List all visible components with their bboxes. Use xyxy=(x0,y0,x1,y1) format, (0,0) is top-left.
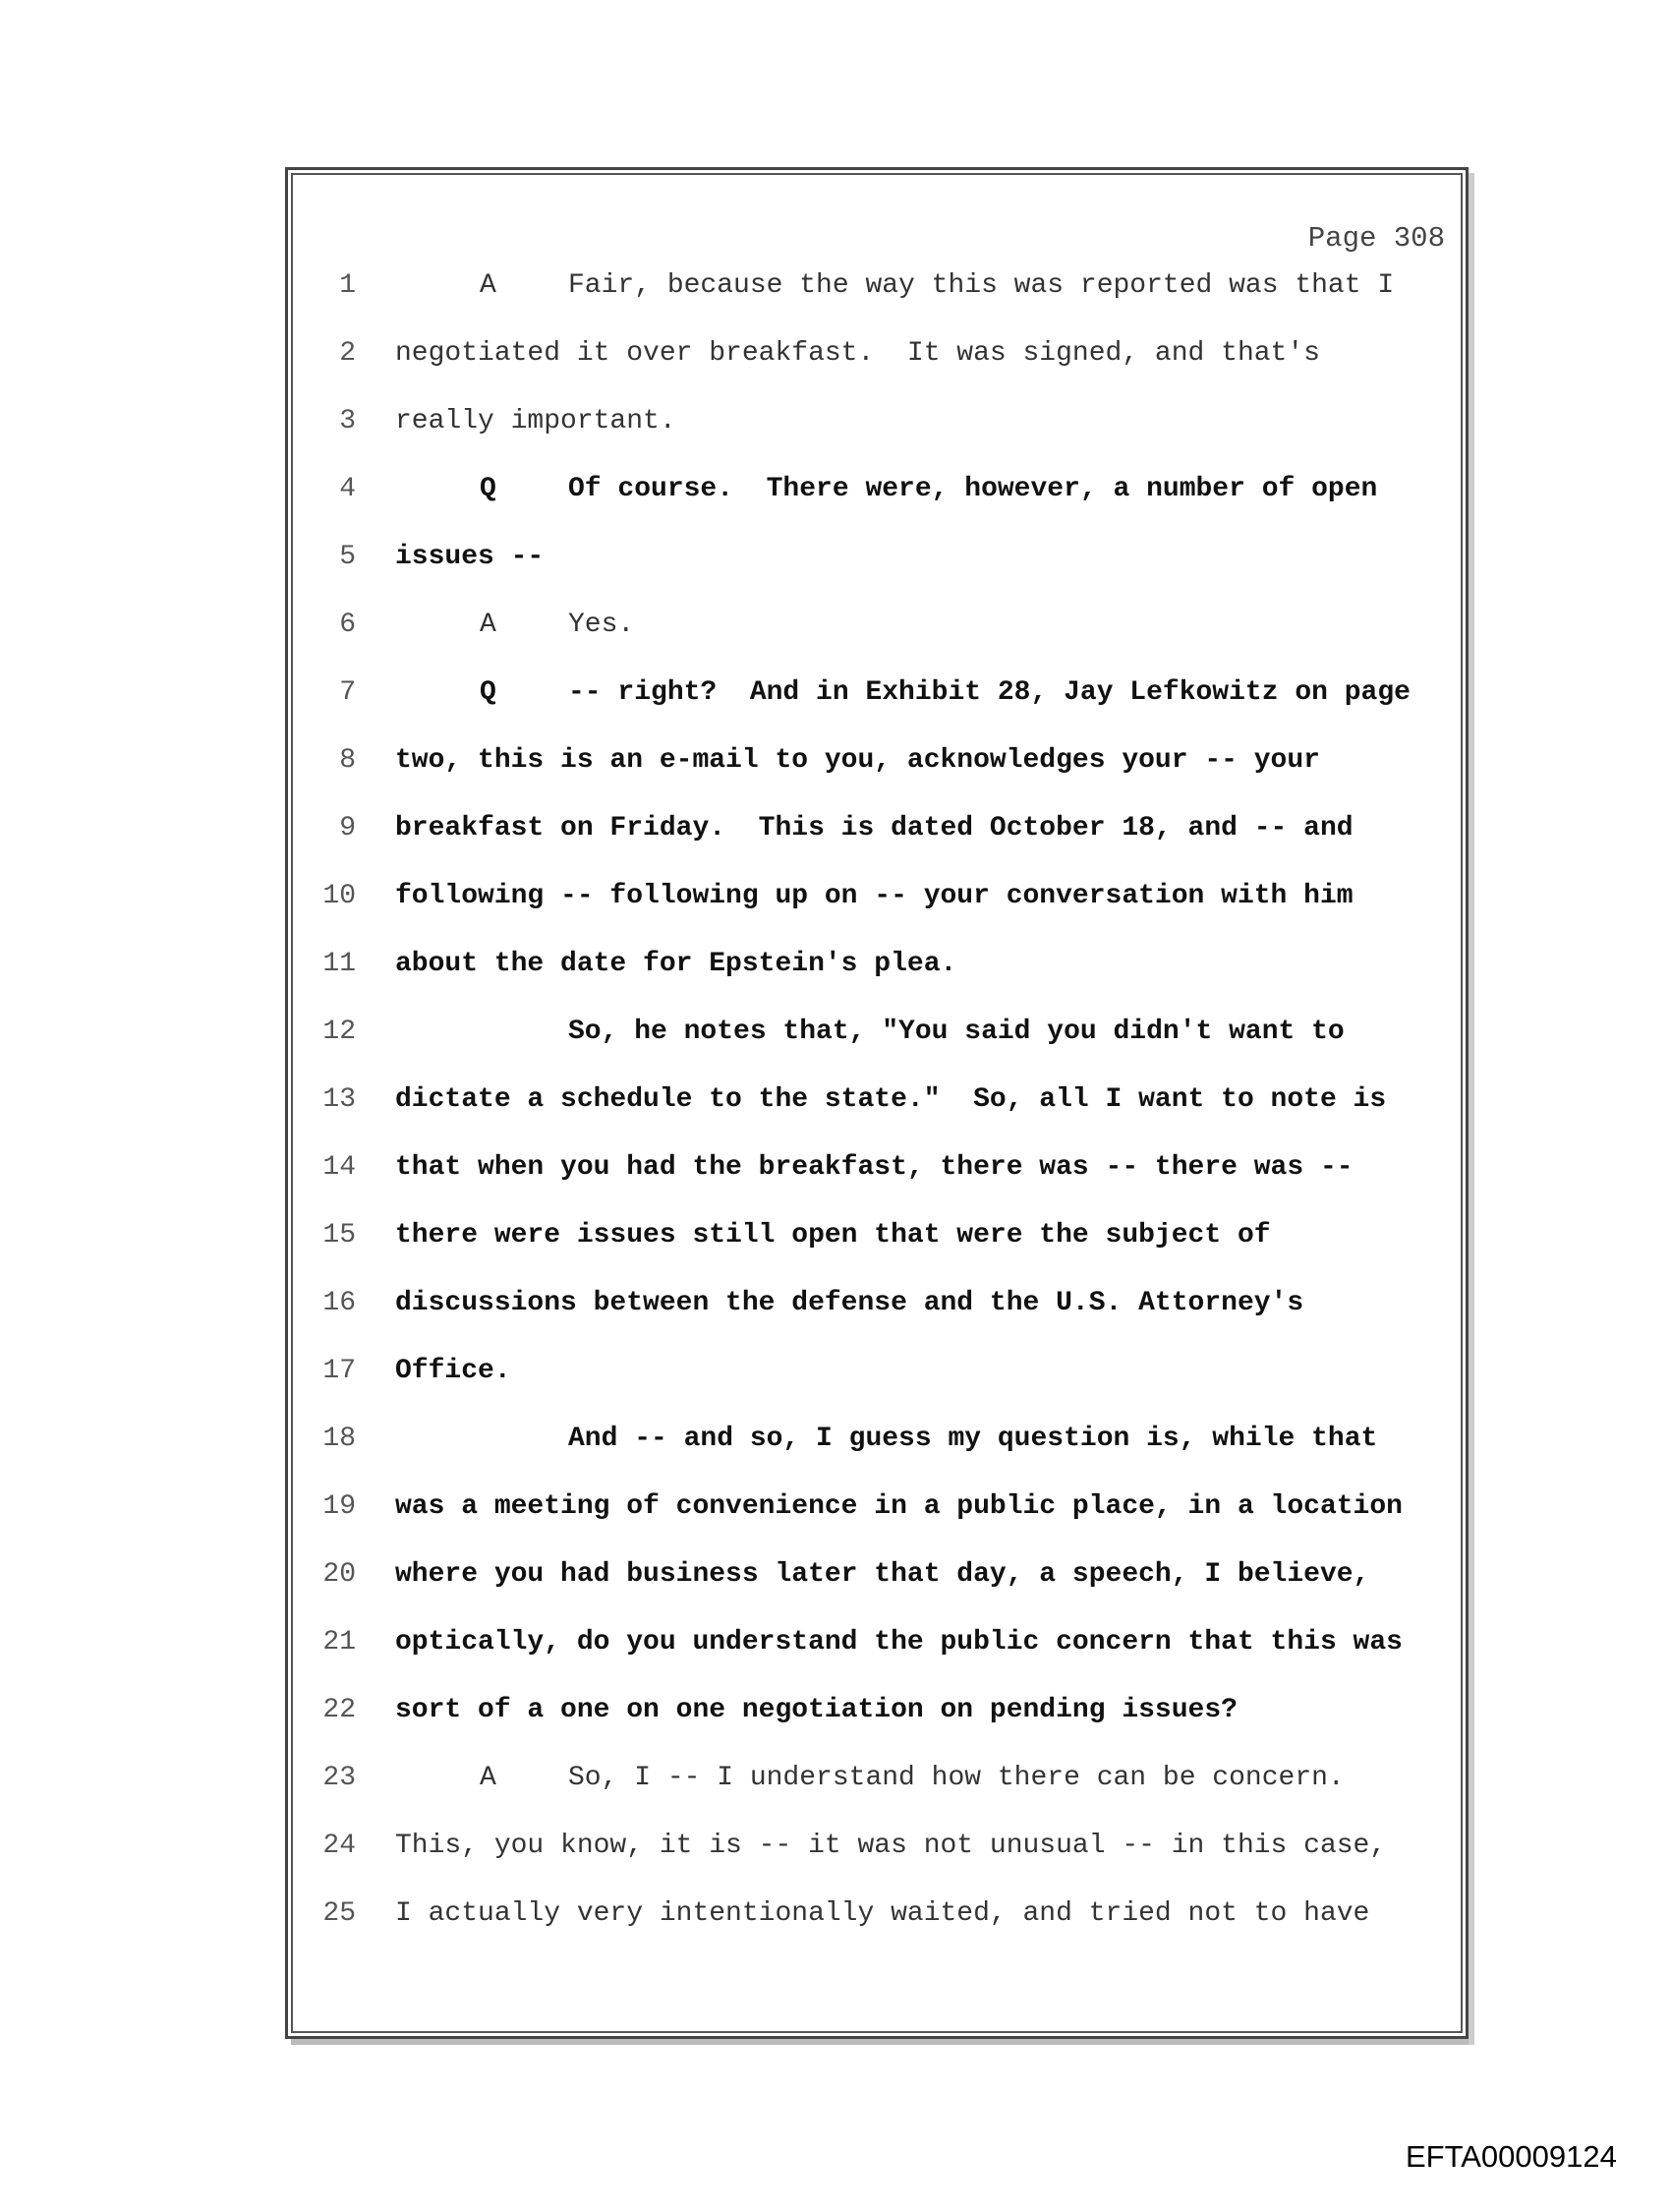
line-number: 24 xyxy=(322,1831,356,1861)
line-text: So, he notes that, "You said you didn't want to xyxy=(568,1017,1345,1047)
transcript-line xyxy=(0,1695,1671,1734)
transcript-line xyxy=(0,1220,1671,1259)
line-text: I actually very intentionally waited, and tried not to have xyxy=(395,1898,1370,1929)
line-number: 17 xyxy=(322,1356,356,1386)
line-number: 23 xyxy=(322,1763,356,1793)
line-text: negotiated it over breakfast. It was signed, and that's xyxy=(395,338,1320,369)
line-text: Of course. There were, however, a number of open xyxy=(568,474,1378,504)
transcript-line xyxy=(0,1763,1671,1802)
transcript-line xyxy=(0,1084,1671,1124)
line-number: 16 xyxy=(322,1288,356,1318)
line-text: sort of a one on one negotiation on pending issues? xyxy=(395,1695,1238,1725)
line-number: 21 xyxy=(322,1627,356,1658)
transcript-line xyxy=(0,270,1671,310)
line-text: This, you know, it is -- it was not unusual -- in this case, xyxy=(395,1831,1387,1861)
line-text: following -- following up on -- your conversation with him xyxy=(395,881,1354,911)
transcript-line xyxy=(0,1017,1671,1056)
speaker-label: A xyxy=(480,1763,496,1793)
transcript-line xyxy=(0,474,1671,513)
line-number: 3 xyxy=(339,406,356,437)
transcript-line xyxy=(0,1559,1671,1599)
line-number: 13 xyxy=(322,1084,356,1115)
transcript-line xyxy=(0,1152,1671,1192)
line-number: 18 xyxy=(322,1424,356,1454)
transcript-line xyxy=(0,677,1671,717)
line-number: 19 xyxy=(322,1491,356,1522)
line-number: 20 xyxy=(322,1559,356,1590)
transcript-line xyxy=(0,542,1671,581)
line-text: about the date for Epstein's plea. xyxy=(395,949,957,979)
line-text: So, I -- I understand how there can be concern. xyxy=(568,1763,1345,1793)
line-number: 25 xyxy=(322,1898,356,1929)
line-text: dictate a schedule to the state." So, all I want to note is xyxy=(395,1084,1387,1115)
transcript-line xyxy=(0,1491,1671,1531)
line-text: really important. xyxy=(395,406,676,437)
line-number: 9 xyxy=(339,813,356,844)
transcript-line xyxy=(0,949,1671,988)
line-text: was a meeting of convenience in a public place, in a location xyxy=(395,1491,1403,1522)
transcript-line xyxy=(0,881,1671,920)
line-number: 1 xyxy=(339,270,356,301)
line-text: where you had business later that day, a speech, I believe, xyxy=(395,1559,1370,1590)
line-number: 10 xyxy=(322,881,356,911)
transcript-line xyxy=(0,338,1671,378)
line-number: 8 xyxy=(339,745,356,776)
line-text: optically, do you understand the public concern that this was xyxy=(395,1627,1403,1658)
transcript-line xyxy=(0,1831,1671,1870)
page-number: Page 308 xyxy=(1307,222,1445,255)
speaker-label: A xyxy=(480,610,496,640)
speaker-label: Q xyxy=(480,677,496,708)
line-number: 2 xyxy=(339,338,356,369)
speaker-label: Q xyxy=(480,474,496,504)
line-text: breakfast on Friday. This is dated October 18, and -- and xyxy=(395,813,1354,844)
line-text: Yes. xyxy=(568,610,635,640)
transcript-line xyxy=(0,406,1671,445)
speaker-label: A xyxy=(480,270,496,301)
line-text: And -- and so, I guess my question is, while that xyxy=(568,1424,1378,1454)
transcript-line xyxy=(0,1627,1671,1666)
line-text: that when you had the breakfast, there was -- there was -- xyxy=(395,1152,1354,1183)
line-text: discussions between the defense and the U.S. Attorney's xyxy=(395,1288,1304,1318)
line-number: 6 xyxy=(339,610,356,640)
line-text: two, this is an e-mail to you, acknowledges your -- your xyxy=(395,745,1320,776)
line-number: 7 xyxy=(339,677,356,708)
line-number: 5 xyxy=(339,542,356,572)
line-number: 12 xyxy=(322,1017,356,1047)
transcript-line xyxy=(0,1356,1671,1395)
line-number: 11 xyxy=(322,949,356,979)
transcript-line xyxy=(0,745,1671,785)
transcript-line xyxy=(0,813,1671,852)
line-text: -- right? And in Exhibit 28, Jay Lefkowitz on page xyxy=(568,677,1411,708)
transcript-line xyxy=(0,1898,1671,1938)
line-text: Fair, because the way this was reported was that I xyxy=(568,270,1395,301)
line-number: 14 xyxy=(322,1152,356,1183)
transcript-line xyxy=(0,610,1671,649)
line-number: 22 xyxy=(322,1695,356,1725)
line-text: issues -- xyxy=(395,542,545,572)
border-shadow-bottom xyxy=(291,2039,1474,2045)
line-text: Office. xyxy=(395,1356,511,1386)
line-number: 4 xyxy=(339,474,356,504)
transcript-line xyxy=(0,1424,1671,1463)
line-number: 15 xyxy=(322,1220,356,1251)
document-id: EFTA00009124 xyxy=(1406,2139,1617,2174)
transcript-line xyxy=(0,1288,1671,1327)
line-text: there were issues still open that were the subject of xyxy=(395,1220,1271,1251)
